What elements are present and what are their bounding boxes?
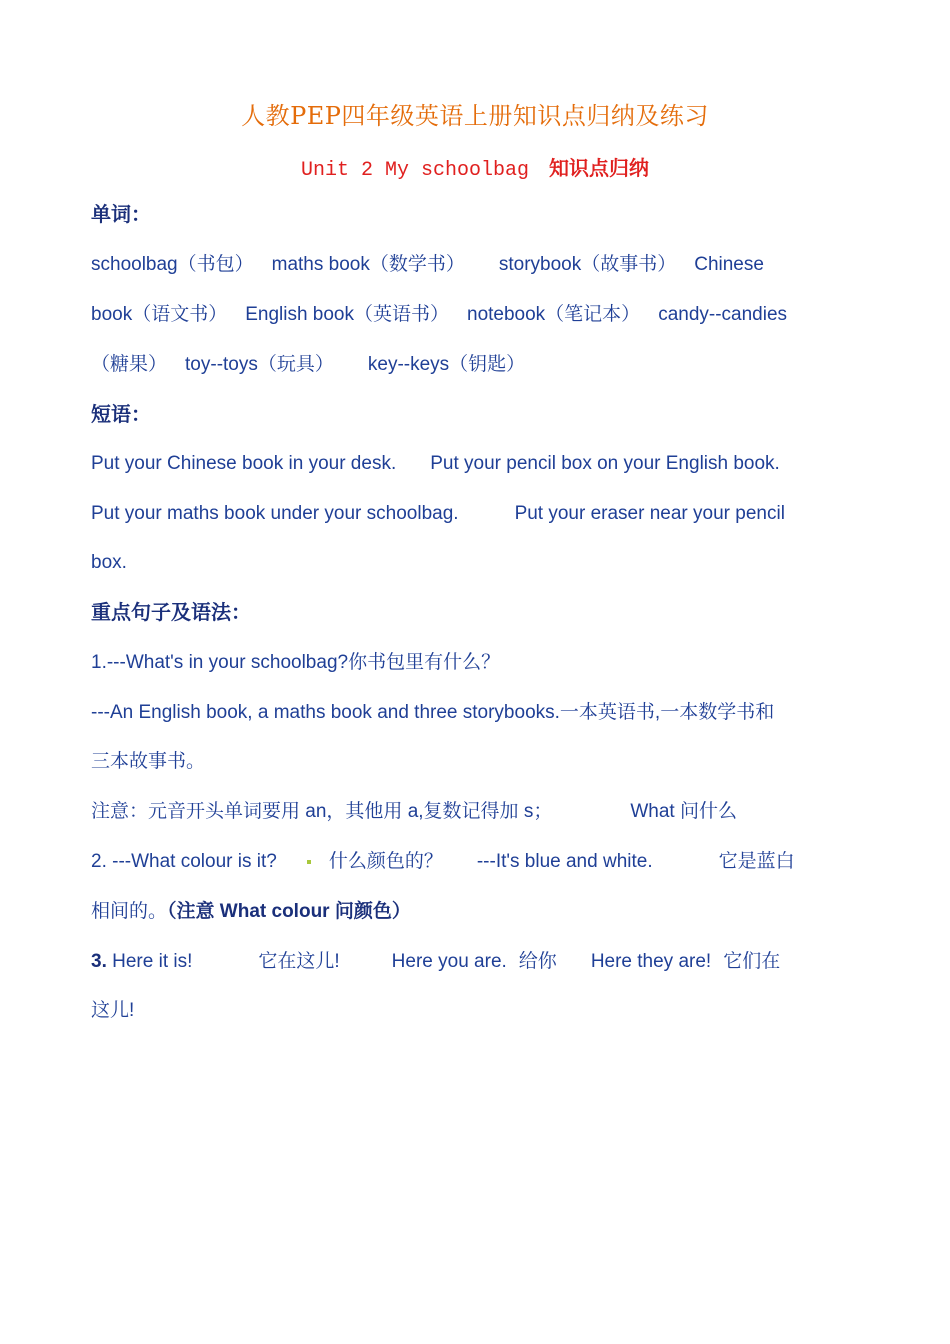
- phrases-line-2: [91, 499, 891, 529]
- sentence-2: [91, 847, 891, 877]
- vocab-line-2: [91, 300, 891, 330]
- vocab-item: Chinese: [694, 254, 764, 275]
- vocab-item: storybook（故事书）: [498, 254, 677, 275]
- subtitle-unit: Unit 2 My schoolbag: [300, 159, 530, 182]
- sentence-3-c: Here they are!: [590, 951, 712, 972]
- sentence-3-number: 3.: [91, 951, 107, 972]
- grammar-note-text: 注意：元音开头单词要用 an，其他用 a,复数记得加 s；: [91, 801, 553, 822]
- vocab-item: maths book（数学书）: [271, 254, 465, 275]
- subtitle-summary: 知识点归纳: [549, 156, 650, 180]
- phrase: Put your maths book under your schoolbag.: [91, 503, 459, 524]
- sentence-2-answer: ---It's blue and white.: [476, 851, 653, 872]
- sentence-3-c-zh: 它们在: [723, 951, 781, 972]
- vocab-item: schoolbag（书包）: [91, 254, 254, 275]
- sentence-3-b: Here you are.: [391, 951, 507, 972]
- vocab-item: toy--toys（玩具）: [185, 354, 334, 375]
- sentence-2-answer-zh: 它是蓝白: [718, 851, 795, 872]
- sentence-1-answer-cont: 三本故事书。: [91, 751, 206, 772]
- sentence-2-cont-text: 相间的。: [91, 901, 168, 922]
- bullet-dot: [307, 860, 311, 864]
- phrase: Put your eraser near your pencil: [514, 503, 785, 524]
- sentence-3: [91, 947, 891, 977]
- vocab-item: key--keys（钥匙）: [367, 354, 526, 375]
- vocab-item: English book（英语书）: [245, 304, 449, 325]
- sentence-3-a: Here it is!: [112, 951, 193, 972]
- phrases-line-1: [91, 449, 891, 479]
- sentence-2-question: 2. ---What colour is it?: [91, 851, 277, 872]
- vocab-line-1: [91, 250, 891, 280]
- vocab-item: candy--candies: [658, 304, 788, 325]
- phrases-heading: 短语：: [91, 404, 151, 426]
- phrases-line-3: box.: [91, 552, 127, 573]
- sentence-1-question: 1.---What's in your schoolbag?你书包里有什么？: [91, 652, 501, 673]
- sentence-2-question-zh: 什么颜色的？: [328, 851, 443, 872]
- sentence-2-cont: [91, 897, 891, 927]
- vocab-item: （糖果）: [91, 354, 168, 375]
- sentence-3-b-zh: 给你: [518, 951, 557, 972]
- vocab-item: notebook（笔记本）: [467, 304, 641, 325]
- phrase: Put your Chinese book in your desk.: [91, 453, 397, 474]
- document-subtitle: [0, 152, 950, 182]
- sentence-1-answer: ---An English book, a maths book and three storybooks.一本英语书,一本数学书和: [91, 702, 775, 723]
- sentence-3-a-zh: 它在这儿!: [258, 951, 340, 972]
- grammar-note-what: What 问什么: [630, 801, 737, 822]
- document-title: 人教PEP四年级英语上册知识点归纳及练习: [241, 102, 709, 130]
- vocab-heading: 单词：: [91, 204, 151, 226]
- grammar-note: [91, 797, 891, 827]
- sentence-3-cont: 这儿!: [91, 1000, 135, 1021]
- phrase: Put your pencil box on your English book.: [430, 453, 780, 474]
- sentence-2-note: （注意 What colour 问颜色）: [167, 901, 411, 922]
- vocab-line-3: [91, 350, 891, 380]
- vocab-item: book（语文书）: [91, 304, 228, 325]
- key-sentences-heading: 重点句子及语法：: [91, 602, 251, 624]
